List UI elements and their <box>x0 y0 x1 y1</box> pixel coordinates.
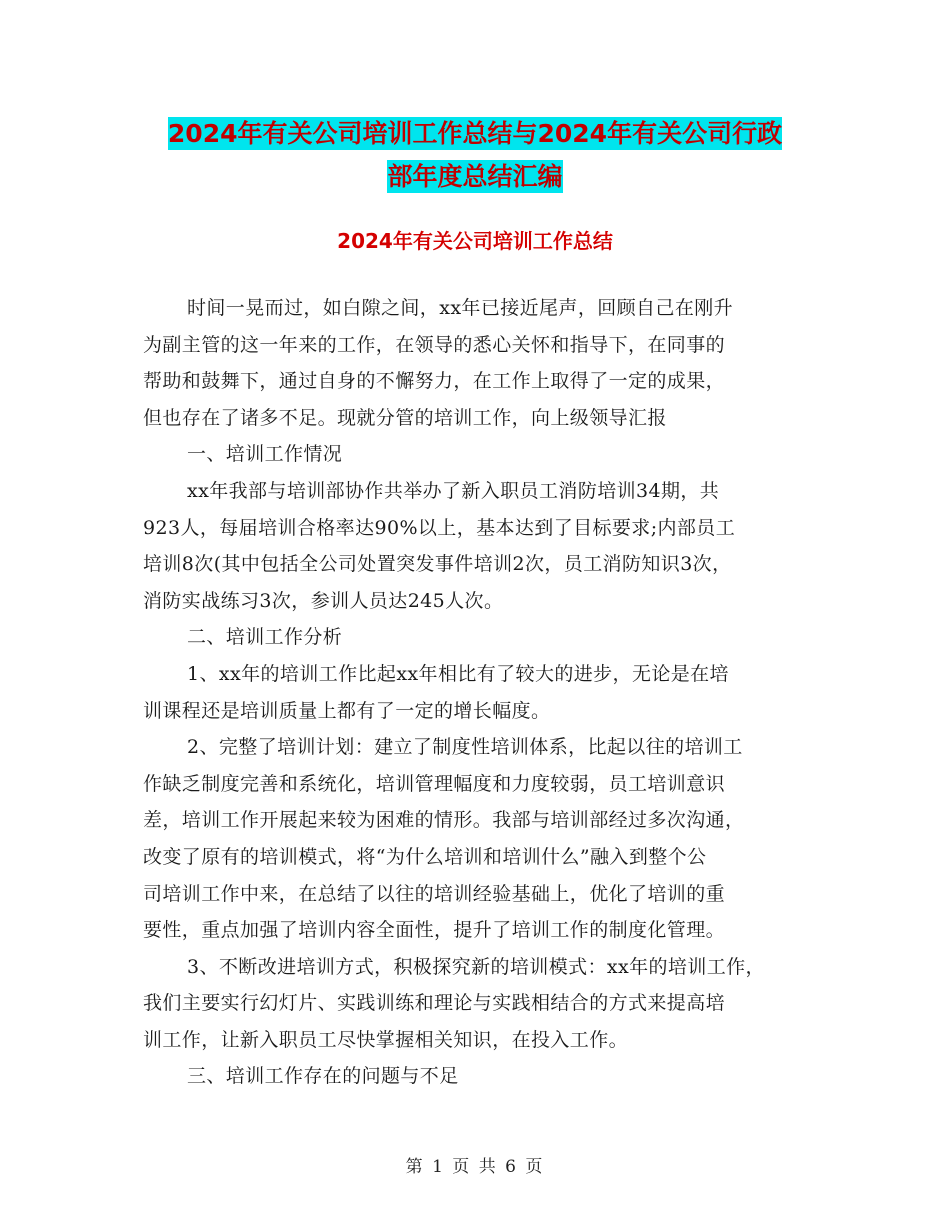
paragraph-line: 我们主要实行幻灯片、实践训练和理论与实践相结合的方式来提高培 <box>143 992 726 1015</box>
paragraph-line: 培训8次(其中包括全公司处置突发事件培训2次，员工消防知识3次， <box>143 553 732 576</box>
paragraph-line: 时间一晃而过，如白隙之间，xx年已接近尾声，回顾自己在刚升 <box>187 297 734 319</box>
paragraph-line: 作缺乏制度完善和系统化，培训管理幅度和力度较弱，员工培训意识 <box>143 772 726 795</box>
paragraph-line: 改变了原有的培训模式，将“为什么培训和培训什么”融入到整个公 <box>143 845 707 868</box>
paragraph-line: 但也存在了诸多不足。现就分管的培训工作，向上级领导汇报 <box>143 406 667 429</box>
paragraph-line: 2、完整了培训计划：建立了制度性培训体系，比起以往的培训工 <box>187 736 743 759</box>
paragraph-line: 消防实战练习3次，参训人员达245人次。 <box>143 589 504 612</box>
paragraph-line: xx年我部与培训部协作共举办了新入职员工消防培训34期，共 <box>187 479 720 502</box>
document-title-line-2: 部年度总结汇编 <box>387 162 563 191</box>
paragraph-line: 为副主管的这一年来的工作，在领导的悉心关怀和指导下，在同事的 <box>143 333 726 356</box>
page-footer: 第 1 页 共 6 页 <box>405 1157 545 1177</box>
section-title: 2024年有关公司培训工作总结 <box>337 229 613 253</box>
paragraph-line: 训工作，让新入职员工尽快掌握相关知识，在投入工作。 <box>143 1028 629 1051</box>
paragraph-line: 差，培训工作开展起来较为困难的情形。我部与培训部经过多次沟通， <box>143 809 745 832</box>
paragraph-line: 二、培训工作分析 <box>187 626 343 649</box>
document-title-line-1: 2024年有关公司培训工作总结与2024年有关公司行政 <box>167 119 783 148</box>
paragraph-line: 1、xx年的培训工作比起xx年相比有了较大的进步，无论是在培 <box>187 662 729 685</box>
paragraph-line: 要性，重点加强了培训内容全面性，提升了培训工作的制度化管理。 <box>143 919 726 942</box>
document-body <box>143 290 823 1095</box>
paragraph-line: 司培训工作中来，在总结了以往的培训经验基础上，优化了培训的重 <box>143 882 726 905</box>
paragraph-line: 923人，每届培训合格率达90%以上，基本达到了目标要求;内部员工 <box>143 516 736 539</box>
paragraph-line: 一、培训工作情况 <box>187 443 343 466</box>
paragraph-line: 训课程还是培训质量上都有了一定的增长幅度。 <box>143 699 551 722</box>
paragraph-line: 三、培训工作存在的问题与不足 <box>187 1065 459 1088</box>
paragraph-line: 3、不断改进培训方式，积极探究新的培训模式：xx年的培训工作， <box>187 955 765 978</box>
paragraph-line: 帮助和鼓舞下，通过自身的不懈努力，在工作上取得了一定的成果， <box>143 370 726 393</box>
